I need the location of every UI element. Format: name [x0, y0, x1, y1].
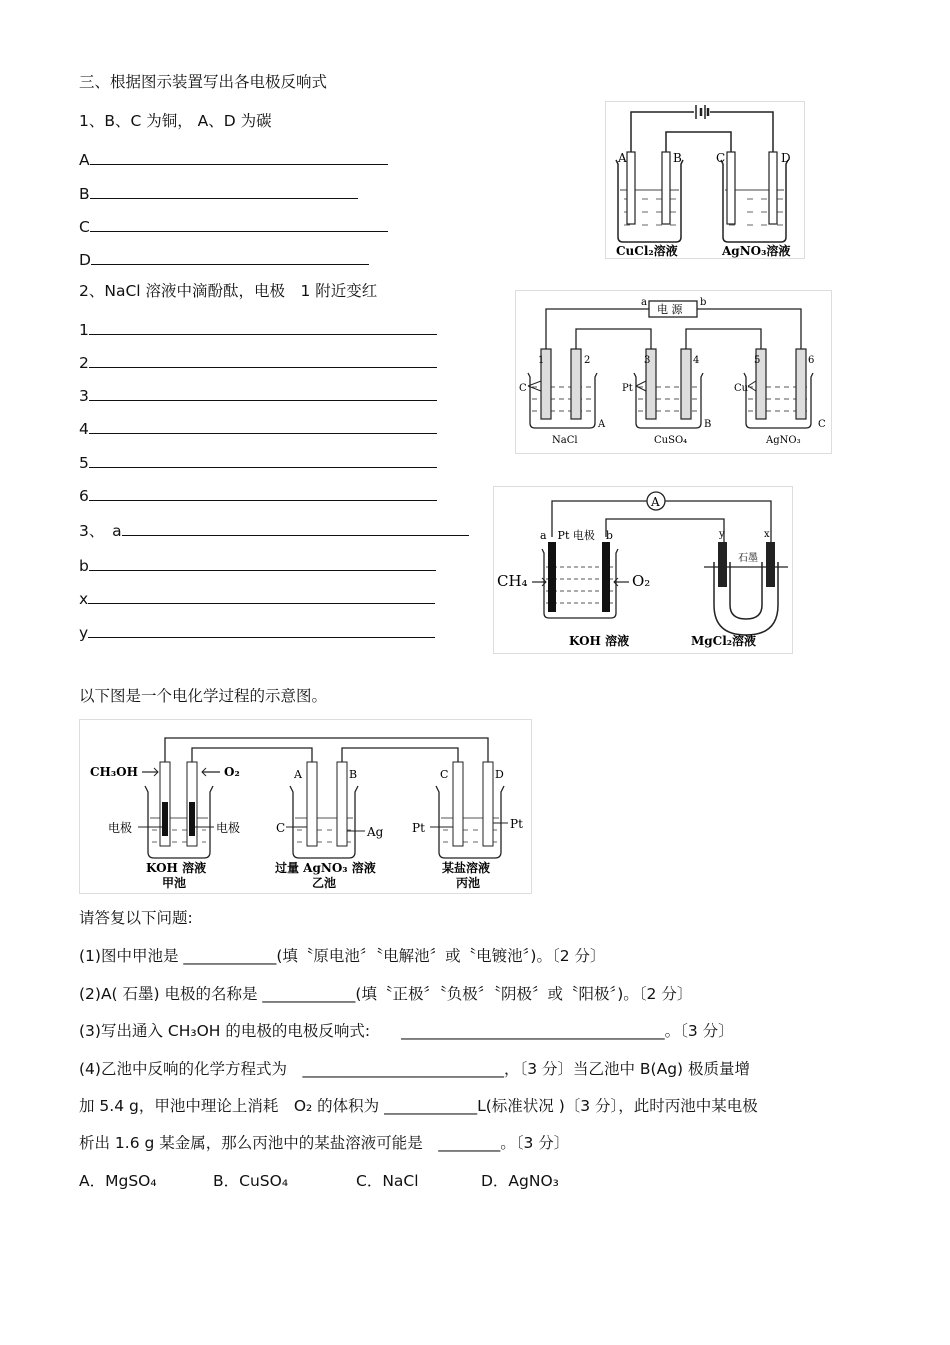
answer-line — [90, 148, 388, 165]
terminal-y: y — [719, 529, 725, 540]
material-pt: Pt — [622, 383, 633, 394]
label-d: D — [781, 151, 791, 165]
oxidant-label: O₂ — [224, 765, 240, 779]
fuel-label: CH₃OH — [90, 765, 138, 779]
solution-koh: KOH 溶液 — [569, 634, 630, 648]
q2-blank-2[interactable] — [79, 351, 437, 373]
answer-line — [90, 215, 388, 232]
blank-label: 6 — [79, 487, 89, 505]
question-4-line-2: 加 5.4 g，甲池中理论上消耗 O₂ 的体积为 ____________L(标准状况 )〔3 分〕，此时丙池中某电极 — [79, 1097, 758, 1115]
label-5: 5 — [754, 355, 761, 366]
question-2: (2)A( 石墨) 电极的名称是 ____________(填〝正极〞〝负极〞〝阴极〞或〝阳极〞)。〔2 分〕 — [79, 985, 693, 1003]
q3-blank-a[interactable] — [79, 519, 469, 541]
blank-label: 3 — [79, 387, 89, 405]
label-3: 3 — [644, 355, 651, 366]
graphite-electrode-x — [766, 542, 775, 587]
cell3-solution: 某盐溶液 — [442, 861, 491, 875]
label-d: D — [495, 768, 504, 781]
q2-blank-6[interactable] — [79, 484, 437, 506]
label-b: B — [349, 768, 358, 781]
material-c: C — [519, 383, 527, 394]
blank-label: C — [79, 218, 90, 236]
solution-cuso4: CuSO₄ — [654, 435, 688, 446]
answer-line — [88, 621, 435, 638]
terminal-b: b — [700, 297, 707, 308]
q2-blank-1[interactable] — [79, 318, 437, 340]
question-3: (3)写出通入 CH₃OH 的电极的电极反响式: __________________________________。〔3 分〕 — [79, 1022, 734, 1040]
answer-line — [88, 587, 435, 604]
label-a: A — [294, 768, 302, 781]
answer-line — [89, 384, 437, 401]
electrode-c — [453, 762, 463, 846]
label-6: 6 — [808, 355, 815, 366]
solution-agno3: AgNO₃溶液 — [722, 244, 791, 258]
electrode-c — [727, 152, 735, 224]
blank-label: 4 — [79, 420, 89, 438]
blank-label: a — [112, 522, 122, 540]
answer-line — [89, 318, 437, 335]
q1-blank-a[interactable] — [79, 148, 388, 170]
label-c: C — [716, 151, 726, 165]
electrode-label-left: 电极 — [108, 821, 133, 835]
electrode-4 — [681, 349, 691, 419]
section-title: 三、根据图示装置写出各电极反响式 — [79, 73, 328, 91]
terminal-x: x — [764, 529, 770, 540]
cell1-solution: KOH 溶液 — [146, 861, 207, 875]
electrolysis-diagram-2 — [516, 291, 831, 453]
blank-label: B — [79, 185, 90, 203]
cell3-name: 丙池 — [456, 876, 481, 890]
q1-prompt: 1、B、C 为铜， A、D 为碳 — [79, 112, 272, 130]
graphite-electrode-y — [718, 542, 727, 587]
electrode-b — [337, 762, 347, 846]
material-pt-left: Pt — [412, 821, 425, 835]
power-label: 电 源 — [657, 303, 683, 316]
material-cu: Cu — [734, 383, 749, 394]
q3-figure — [493, 486, 793, 654]
material-ag: Ag — [367, 825, 384, 839]
option-c[interactable]: C．NaCl — [356, 1172, 419, 1190]
q3-blank-b[interactable] — [79, 554, 436, 576]
q2-blank-5[interactable] — [79, 451, 437, 473]
q1-blank-d[interactable] — [79, 248, 369, 270]
option-b[interactable]: B．CuSO₄ — [213, 1172, 289, 1190]
answer-line — [89, 451, 437, 468]
label-a: A — [618, 151, 627, 165]
cell2-solution: 过量 AgNO₃ 溶液 — [275, 861, 376, 875]
cell-c: C — [818, 419, 826, 430]
answer-line — [89, 554, 436, 571]
label-4: 4 — [693, 355, 700, 366]
option-a[interactable]: A．MgSO₄ — [79, 1172, 157, 1190]
anode-electrode — [548, 542, 556, 612]
electrode-b — [662, 152, 670, 224]
electrochem-process-figure — [79, 719, 532, 894]
q2-blank-3[interactable] — [79, 384, 437, 406]
blank-label: 1 — [79, 321, 89, 339]
gas-ch4: CH₄ — [497, 572, 528, 590]
blank-label: 5 — [79, 454, 89, 472]
label-c: C — [440, 768, 449, 781]
electrolysis-diagram-1 — [606, 102, 804, 258]
label-b: B — [673, 151, 682, 165]
three-cell-diagram — [80, 720, 531, 893]
material-pt-right: Pt — [510, 817, 523, 831]
electrode-a — [627, 152, 635, 224]
fuel-cell-top-label: a Pt 电极 b — [540, 529, 613, 542]
electrode-2 — [571, 349, 581, 419]
blank-label: D — [79, 251, 91, 269]
cell-a: A — [598, 419, 606, 430]
q1-blank-b[interactable] — [79, 182, 358, 204]
blank-label: x — [79, 590, 89, 608]
question-4-line-3: 析出 1.6 g 某金属，那么丙池中的某盐溶液可能是 ________。〔3 分〕 — [79, 1134, 570, 1152]
q2-blank-4[interactable] — [79, 417, 437, 439]
cell1-name: 甲池 — [162, 876, 187, 890]
electrode-d — [769, 152, 777, 224]
solution-nacl: NaCl — [552, 435, 578, 446]
answer-line — [89, 417, 437, 434]
blank-label: 2 — [79, 354, 89, 372]
electrode-d — [483, 762, 493, 846]
material-c: C — [276, 821, 286, 835]
label-2: 2 — [584, 355, 591, 366]
answer-line — [89, 484, 437, 501]
blank-label: y — [79, 624, 89, 642]
terminal-a: a — [641, 297, 647, 308]
electrode-6 — [796, 349, 806, 419]
label-1: 1 — [538, 355, 545, 366]
intro-text: 以下图是一个电化学过程的示意图。 — [79, 687, 328, 705]
answer-line — [91, 248, 369, 265]
gas-o2: O₂ — [632, 572, 651, 590]
solution-mgcl2: MgCl₂溶液 — [691, 634, 757, 648]
solution-agno3: AgNO₃ — [766, 435, 801, 446]
answer-line — [89, 351, 437, 368]
q3-blank-y[interactable] — [79, 621, 435, 643]
question-4-line-1: (4)乙池中反响的化学方程式为 __________________________，〔3 分〕当乙池中 B(Ag) 极质量增 — [79, 1060, 751, 1078]
option-d[interactable]: D．AgNO₃ — [481, 1172, 559, 1190]
electrode-label-right: 电极 — [216, 821, 241, 835]
q1-blank-c[interactable] — [79, 215, 388, 237]
cell-b: B — [704, 419, 712, 430]
answer-prompt: 请答复以下问题: — [79, 909, 193, 927]
answer-line — [122, 519, 469, 536]
q1-figure — [605, 101, 805, 259]
blank-label: A — [79, 151, 90, 169]
q3-blank-x[interactable] — [79, 587, 435, 609]
graphite-label: 石墨 — [738, 553, 758, 564]
blank-label: b — [79, 557, 89, 575]
solution-cucl2: CuCl₂溶液 — [616, 244, 678, 258]
cathode-electrode — [602, 542, 610, 612]
ammeter-label: A — [651, 495, 660, 509]
fuel-cell-diagram — [494, 487, 792, 653]
q3-prompt: 3、 — [79, 522, 97, 540]
cell2-name: 乙池 — [312, 876, 337, 890]
q2-figure — [515, 290, 832, 454]
q2-prompt: 2、NaCl 溶液中滴酚酞，电极 1 附近变红 — [79, 282, 378, 300]
electrode-a — [307, 762, 317, 846]
answer-line — [90, 182, 358, 199]
question-1: (1)图中甲池是 ____________(填〝原电池〞〝电解池〞或〝电镀池〞)。〔2 分〕 — [79, 947, 606, 965]
